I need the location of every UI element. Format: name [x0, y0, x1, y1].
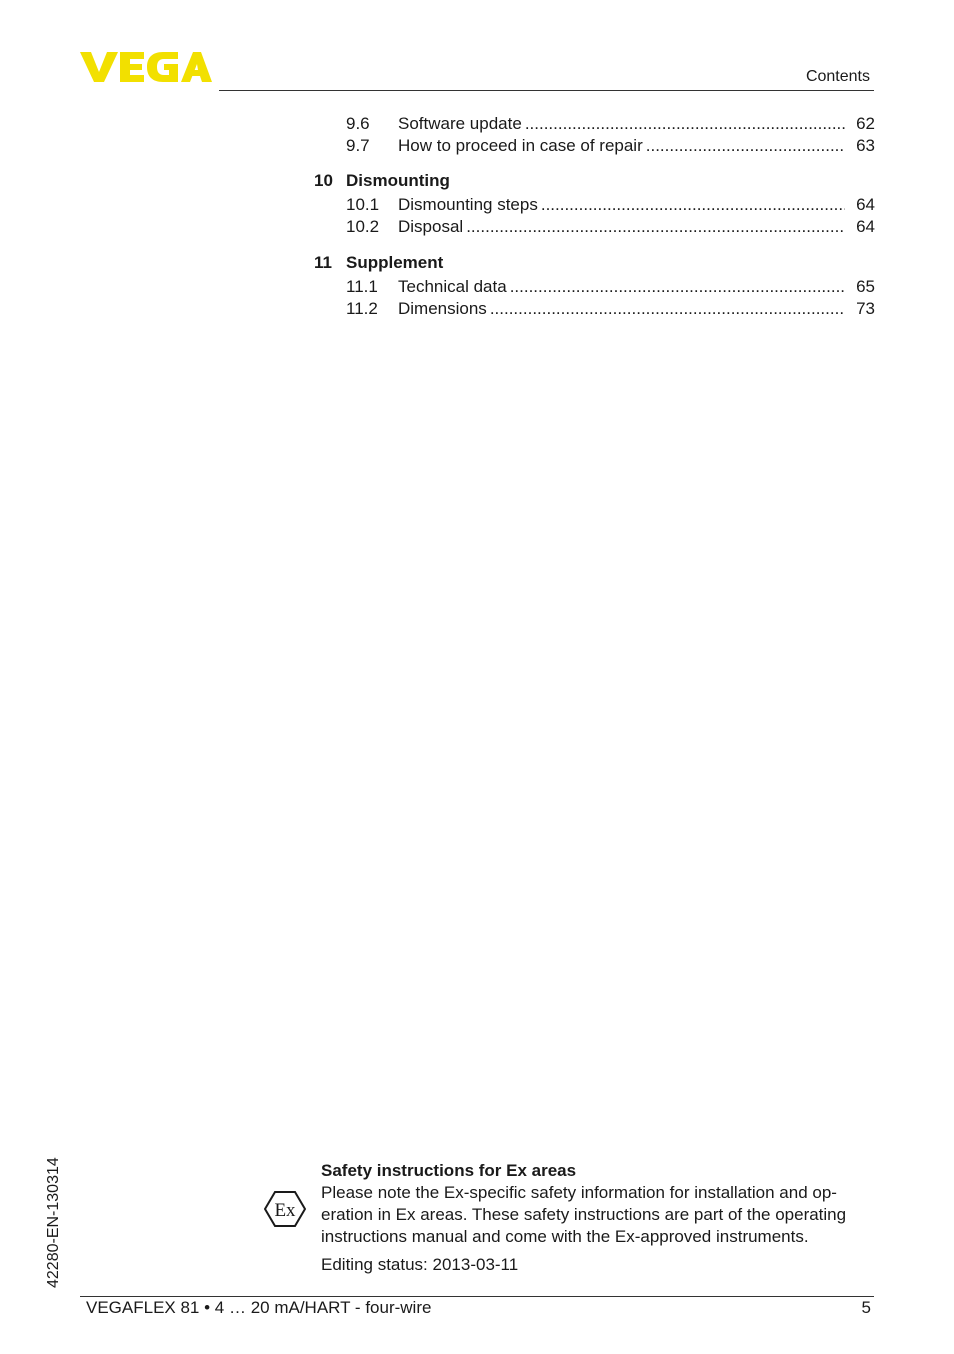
svg-text:Ex: Ex [274, 1200, 296, 1221]
toc-item-page: 64 [856, 217, 875, 236]
footer-rule [80, 1296, 874, 1297]
toc-item-page: 64 [856, 195, 875, 214]
toc-item-title: Disposal [398, 217, 466, 236]
footer-title: VEGAFLEX 81 • 4 … 20 mA/HART - four-wire [86, 1298, 432, 1317]
safety-text-line: instructions manual and come with the Ex-approved instruments. [321, 1227, 809, 1246]
toc-chapter-number: 11 [314, 253, 332, 272]
toc-item-number: 11.1 [346, 277, 378, 296]
toc-chapter-title: Dismounting [346, 171, 450, 190]
safety-heading: Safety instructions for Ex areas [321, 1161, 577, 1180]
toc-item-title: Dismounting steps [398, 195, 541, 214]
document-id: 42280-EN-130314 [45, 1157, 62, 1288]
toc-item-title: How to proceed in case of repair [398, 136, 646, 155]
safety-note [321, 1160, 881, 1276]
safety-text-line: eration in Ex areas. These safety instructions are part of the operating [321, 1205, 847, 1224]
toc-item-number: 10.1 [346, 195, 380, 214]
section-name: Contents [805, 68, 870, 85]
toc-item-11-2[interactable] [314, 299, 875, 321]
page-number: 5 [861, 1298, 871, 1317]
toc-chapter-number: 10 [314, 171, 333, 190]
vega-logo [80, 50, 212, 84]
toc-item-number: 9.7 [346, 136, 370, 155]
header-rule [219, 90, 874, 91]
toc-item-page: 63 [856, 136, 875, 155]
editing-status: Editing status: 2013-03-11 [321, 1255, 519, 1274]
toc-item-page: 65 [856, 277, 875, 296]
toc-item-10-1[interactable] [314, 195, 875, 217]
toc-item-10-2[interactable] [314, 217, 875, 239]
toc-item-page: 62 [856, 114, 875, 133]
toc-item-number: 11.2 [346, 299, 378, 318]
safety-text-line: Please note the Ex-specific safety information for installation and op- [321, 1183, 837, 1202]
toc-item-title: Technical data [398, 277, 510, 296]
toc-item-title: Software update [398, 114, 525, 133]
toc-item-number: 9.6 [346, 114, 370, 133]
toc-item-page: 73 [856, 299, 875, 318]
toc-item-title: Dimensions [398, 299, 490, 318]
toc-item-11-1[interactable] [314, 277, 875, 299]
toc-item-9-7[interactable] [314, 136, 875, 158]
toc-item-number: 10.2 [346, 217, 380, 236]
toc-chapter-title: Supplement [346, 253, 444, 272]
ex-area-icon [264, 1190, 306, 1228]
toc-item-9-6[interactable] [314, 114, 875, 136]
